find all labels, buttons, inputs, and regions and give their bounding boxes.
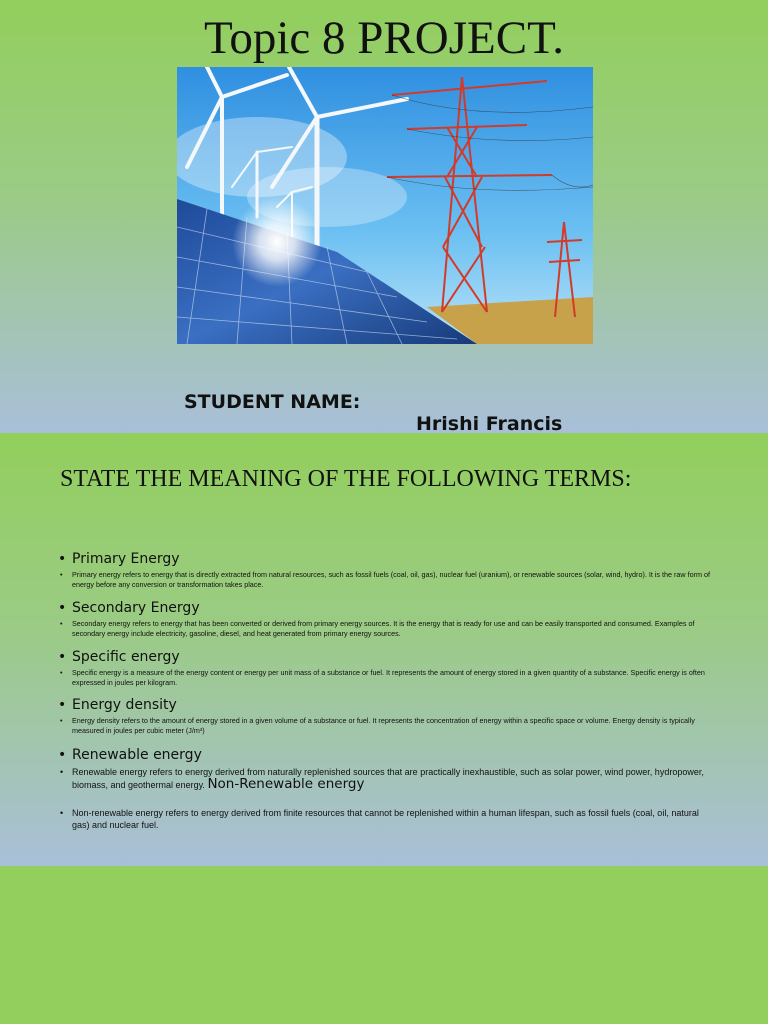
term-heading: • Renewable energy [58,747,718,764]
term-definition: • Energy density refers to the amount of energy stored in a given volume of a substance or fuel. It represents the concentration of energy within a specific space or volume. Energy density is typically measured in joules per cubic meter (J/m³) [58,716,718,736]
terms-slide [0,433,768,866]
student-name-value: Hrishi Francis [416,413,563,433]
student-line [184,369,563,433]
term-definition: • Secondary energy refers to energy that has been converted or derived from primary energy sources. It is the energy that is ready for use and can be easily transported and consumed. Examples of secondary energy include electricity, gasoline, diesel, and heat generated from primary energy sources. [58,619,718,639]
term-non-renewable-energy [58,805,718,831]
term-heading-non-renewable: Non-Renewable energy [207,776,365,792]
term-heading: • Specific energy [58,649,718,666]
term-definition: • Primary energy refers to energy that is directly extracted from natural resources, such as fossil fuels (coal, oil, gas), nuclear fuel (uranium), or renewable sources (solar, wind, hydro). It is the raw form of energy before any conversion or transformation takes place. [58,570,718,590]
slide-title: Topic 8 PROJECT. [203,12,565,64]
next-slide-partial [0,866,768,1024]
energy-photo [177,67,593,344]
term-energy-density [58,697,718,736]
term-definition: • Non-renewable energy refers to energy derived from finite resources that cannot be replenished within a human lifespan, such as fossil fuels (coal, oil, natural gas) and nuclear fuel. [58,807,718,831]
term-secondary-energy [58,600,718,639]
term-primary-energy [58,551,718,590]
title-slide [0,0,768,433]
student-name-label: STUDENT NAME: [184,391,361,413]
term-definition: • Specific energy is a measure of the energy content or energy per unit mass of a substance or fuel. It represents the amount of energy stored in a given quantity of a substance. Specific energy is often expressed in joules per kilogram. [58,668,718,688]
term-heading: • Secondary Energy [58,600,718,617]
term-heading: • Primary Energy [58,551,718,568]
term-definition [58,766,718,791]
terms-heading: STATE THE MEANING OF THE FOLLOWING TERMS: [60,466,632,492]
term-definition-text: Renewable energy refers to energy derived from naturally replenished sources that are practically inexhaustible, such as solar power, wind power, hydropower, biomass, and geothermal energy. [72,767,704,790]
term-heading: • Energy density [58,697,718,714]
term-renewable-energy [58,747,718,791]
term-specific-energy [58,649,718,688]
